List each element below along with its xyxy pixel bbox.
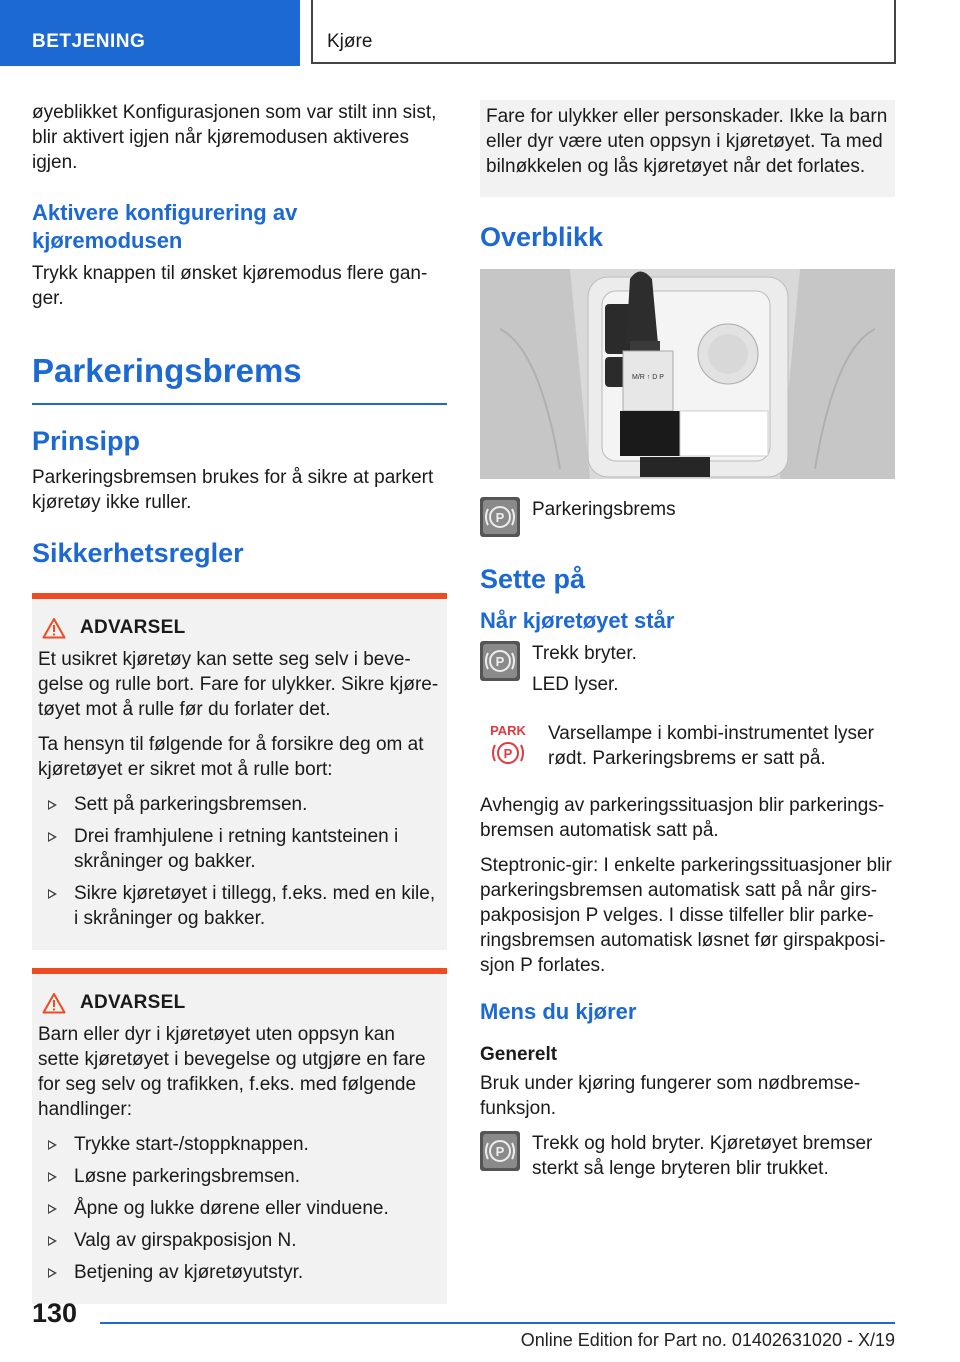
paragraph-continuation: Fare for ulykker eller personskader. Ikke la barn eller dyr være uten oppsyn i kjøretøyet. Ta med bilnøkkelen og lås kjøretøyet når det forlates.	[486, 106, 888, 177]
page-header	[0, 0, 960, 66]
warning-1-list	[38, 792, 441, 931]
heading-activate-config: Aktivere konfigurering av kjøremodusen	[32, 200, 298, 253]
list-item	[38, 1260, 441, 1285]
parking-brake-row	[480, 497, 895, 537]
warning-title-1	[38, 617, 441, 639]
warning-triangle-icon	[42, 617, 66, 639]
warning-continuation	[480, 100, 895, 197]
section-tab: BETJENING	[0, 0, 300, 66]
bullet-icon	[48, 1172, 57, 1182]
paragraph-auto-apply: Avhengig av parkeringssituasjon blir parkerings-bremsen automatisk satt på.	[480, 795, 885, 841]
bullet-icon	[48, 889, 57, 899]
list-item-text: Løsne parkeringsbremsen.	[74, 1166, 300, 1187]
svg-text:P: P	[495, 654, 505, 669]
page-number: 130	[32, 1298, 78, 1328]
parking-brake-label: Parkeringsbrems	[532, 499, 676, 520]
paragraph-steptronic: Steptronic-gir: I enkelte parkeringssituasjoner blir parkeringsbremsen automatisk satt på når girs-pakposisjon P velges. I disse tilfeller blir parke-ringsbremsen automatisk løsnet før girspakposi-sjon P forlates.	[480, 855, 892, 976]
heading-general: Generelt	[480, 1044, 558, 1065]
list-item	[38, 1196, 441, 1221]
svg-text:P: P	[495, 1144, 505, 1159]
park-warning-lamp-icon	[480, 721, 536, 769]
list-item	[38, 1132, 441, 1157]
warning-lamp-row	[480, 721, 895, 781]
heading-while-driving: Mens du kjører	[480, 999, 637, 1024]
bullet-icon	[48, 1140, 57, 1150]
paragraph-warning-lamp: Varsellampe i kombi-instrumentet lyser rødt. Parkeringsbrems er satt på.	[548, 723, 874, 769]
right-column	[480, 100, 895, 1203]
paragraph-activate: Trykk knappen til ønsket kjøremodus flere gan-ger.	[32, 263, 428, 309]
list-item-text: Sett på parkeringsbremsen.	[74, 794, 308, 815]
hold-switch-row	[480, 1131, 895, 1191]
list-item	[38, 824, 441, 874]
parking-brake-button-icon	[480, 497, 520, 537]
bullet-icon	[48, 800, 57, 810]
warning-title-text-2: ADVARSEL	[80, 992, 186, 1013]
list-item	[38, 1228, 441, 1253]
warning-box-1	[32, 593, 447, 950]
footer-edition: Online Edition for Part no. 01402631020 - X/19	[520, 1330, 895, 1350]
paragraph-hold-switch: Trekk og hold bryter. Kjøretøyet bremser sterkt så lenge bryteren blir trukket.	[532, 1133, 873, 1179]
bullet-icon	[48, 832, 57, 842]
list-item-text: Trykke start-/stoppknappen.	[74, 1134, 309, 1155]
center-console-photo	[480, 269, 895, 479]
list-item-text: Drei framhjulene i retning kantsteinen i skråninger og bakker.	[74, 826, 399, 872]
pull-switch-row	[480, 641, 895, 707]
heading-stationary: Når kjøretøyet står	[480, 608, 675, 633]
paragraph-general: Bruk under kjøring fungerer som nødbremse-funksjon.	[480, 1073, 861, 1119]
list-item	[38, 792, 441, 817]
warning-title-2	[38, 992, 441, 1014]
heading-safety: Sikkerhetsregler	[32, 538, 244, 568]
paragraph-principle: Parkeringsbremsen brukes for å sikre at parkert kjøretøy ikke ruller.	[32, 467, 434, 513]
parking-brake-button-icon	[480, 641, 520, 681]
list-item-text: Sikre kjøretøyet i tillegg, f.eks. med en kile, i skråninger og bakker.	[74, 883, 436, 929]
paragraph-led: LED lyser.	[532, 674, 619, 695]
list-item	[38, 881, 441, 931]
svg-text:P: P	[503, 746, 513, 761]
svg-text:M/R ↑ D P: M/R ↑ D P	[632, 374, 664, 381]
chapter-title: Kjøre	[311, 0, 896, 64]
parking-brake-button-icon	[480, 1131, 520, 1171]
bullet-icon	[48, 1236, 57, 1246]
footer-rule	[100, 1322, 895, 1324]
warning-1-text-1: Et usikret kjøretøy kan sette seg selv i beve-gelse og rulle bort. Fare for ulykker. Sikre kjøre-tøyet mot å rulle før du forlater det.	[38, 649, 439, 720]
list-item-text: Valg av girspakposisjon N.	[74, 1230, 297, 1251]
bullet-icon	[48, 1204, 57, 1214]
warning-1-text-2: Ta hensyn til følgende for å forsikre deg om at kjøretøyet er sikret mot å rulle bort:	[38, 734, 424, 780]
warning-box-2	[32, 968, 447, 1304]
paragraph-pull-switch: Trekk bryter.	[532, 643, 637, 664]
svg-text:PARK: PARK	[490, 723, 526, 738]
heading-principle: Prinsipp	[32, 426, 141, 456]
heading-rule	[32, 403, 447, 405]
left-column	[32, 100, 447, 1322]
list-item-text: Betjening av kjøretøyutstyr.	[74, 1262, 304, 1283]
bullet-icon	[48, 1268, 57, 1278]
heading-parking-brake: Parkeringsbrems	[32, 352, 302, 389]
warning-title-text-1: ADVARSEL	[80, 617, 186, 638]
warning-triangle-icon	[42, 992, 66, 1014]
list-item-text: Åpne og lukke dørene eller vinduene.	[74, 1198, 389, 1219]
heading-overview: Overblikk	[480, 222, 604, 252]
heading-apply: Sette på	[480, 564, 586, 594]
svg-text:P: P	[495, 510, 505, 525]
paragraph-intro: øyeblikket Konfigurasjonen som var stilt inn sist, blir aktivert igjen når kjøremodusen aktiveres igjen.	[32, 102, 437, 173]
list-item	[38, 1164, 441, 1189]
warning-2-list	[38, 1132, 441, 1285]
warning-2-text-1: Barn eller dyr i kjøretøyet uten oppsyn kan sette kjøretøyet i bevegelse og utgjøre en fare for seg selv og trafikken, f.eks. med følgende handlinger:	[38, 1024, 426, 1120]
